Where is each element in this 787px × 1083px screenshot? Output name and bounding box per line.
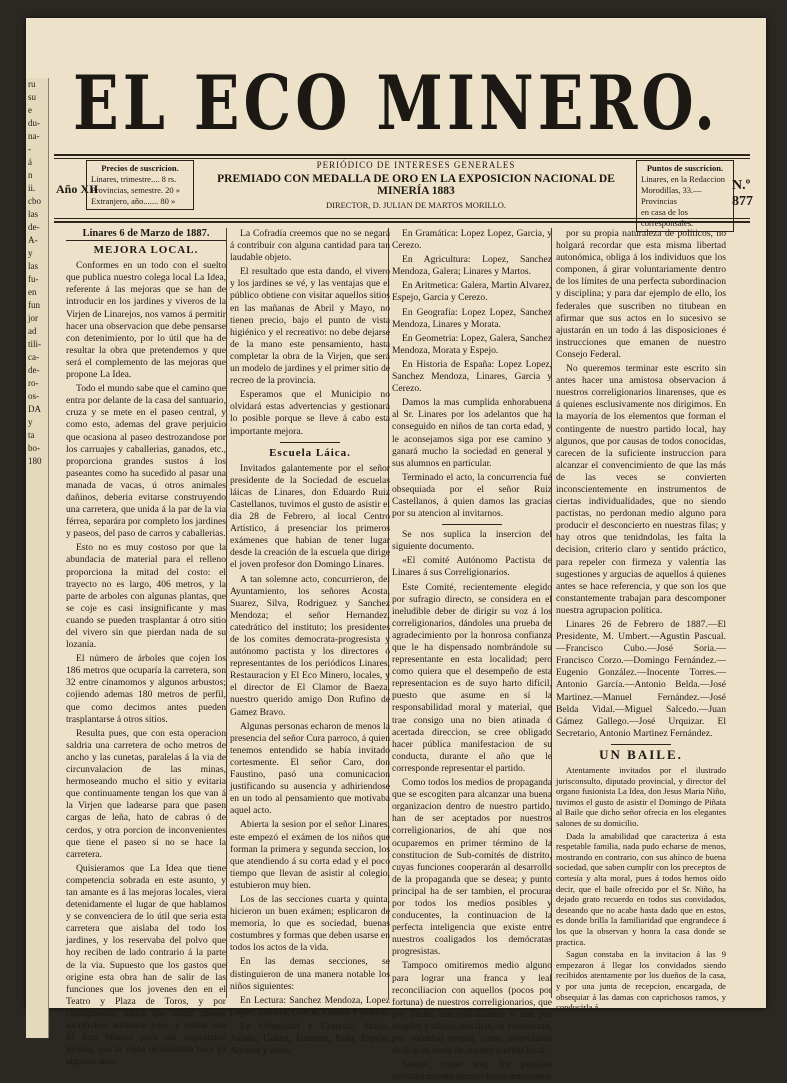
paragraph: La Cofradía creemos que no se negará á contribuir con alguna cantidad para tan laudable objeto. xyxy=(230,228,390,264)
margin-fragment: las xyxy=(28,209,38,219)
paragraph: por su propia naturaleza de políticos, no holgará recordar que esta misma libertad autonómica, obliga á los individuos que los componen, á girar voluntariamente dentro de los límites de una perfecta subordinacion y disciplina; y para dar ejemplo de ello, los federales que suscriben no titubean en afirmar que sus actos en lo sucesivo se ajustarán en un todo á las disposiciones é instrucciones que emanen de nuestro Consejo Federal. xyxy=(556,228,726,360)
margin-fragment: n xyxy=(28,170,33,180)
article-body xyxy=(556,228,726,740)
margin-fragment: ad xyxy=(28,326,37,336)
paragraph: Invitados galantemente por el señor presidente de la Sociedad de escuelas láicas de Linares, don Eduardo Ruiz Castellanos, tuvimos el gusto de asistir el dia 28 de Febrero, al local Centro Artístico, á presenciar los primeros exámenes que habian de tener lugar desde la creación de la escuela que dirige el joven profesor don Domingo Linares. xyxy=(230,462,390,571)
article-body xyxy=(392,228,552,520)
article-title: Escuela Láica. xyxy=(269,446,351,459)
article-title: UN BAILE. xyxy=(599,746,683,762)
paragraph: Sagun constaba en la invitacion á las 9 empezaron á llegar los convidados siendo recibidos atentamente por los dueños de la casa, y por una junta de recepcion, encargada, de obsequiar á las damas con caprichosos ramos, y conducirla á xyxy=(556,949,726,1013)
paragraph: Quisieramos que La Idea que tiene competencia sobrada en este asunto, y tan amante es á las mejoras locales, viera detenidamente el lugar de que hablamos y se convenciera de lo útil que seria esta carretera que aislaba del todo los jardines, y los reservaba del polvo que hoy reciben de lado contrario á la parte de la via. Supuesto que los gastos que origine esta obra han de salir de las funciones que los jovenes den en el Teatro y Plaza de Toros, y por consiguiente, habrá que hacer menos sacrificios; animarse pues, y contar con El Eco Minero para tan importante mejora, que la viene reclamando hace ya algunos años. xyxy=(66,862,226,1068)
margin-fragment: de- xyxy=(28,365,40,375)
margin-fragment: 180 xyxy=(28,456,42,466)
paragraph: Linares 26 de Febrero de 1887.—El Presidente, M. Umbert.—Agustin Pascual.—Francisco Cubo.—José Soria.—Francisco Corzo.—Domingo Fernández.—Eugenio González.—Inocente Torres.—Antonio García.—Antonio Belda.—José Martinez.—Manuel Fernández.—José Belda Vidal.—Miguel Salcedo.—Juan Gámez Gallego.—José Urquizar. El Secretario, Antonio Martinez Fernández. xyxy=(556,619,726,739)
paragraph: En Gramática: Lopez Lopez, Garcia, y Cerezo. xyxy=(392,228,552,252)
paragraph: Resulta pues, que con esta operacion saldria una carretera de ocho metros de ancho y las cunetas, paralelas á la via de circunvalacion de las minas, hermoseando mucho el sitio y evitaria que continuamente tengan los que van á la Virjen que ladearse para que pasen cargas de leña, hato de cabras ó de cerdos, y otra porcion de inconvenientes que tiene el paseo si no se hace la carretera. xyxy=(66,727,226,860)
margin-fragment: tili- xyxy=(28,339,41,349)
paragraph: Se nos suplica la insercion del siguiente documento. xyxy=(392,529,552,553)
subtitle: PERIÓDICO DE INTERESES GENERALES xyxy=(316,160,516,170)
header-rule xyxy=(54,218,750,223)
margin-fragment: e xyxy=(28,105,32,115)
article-body xyxy=(230,228,390,438)
separator xyxy=(280,442,340,443)
margin-fragment: cbo xyxy=(28,196,41,206)
paragraph: En Lectura: Sanchez Mendoza, Lopez Lopez, Linares, Garcia, Cerezo y Martos. xyxy=(230,994,390,1018)
point-line: Linares, en la Redaccion xyxy=(641,174,726,184)
paragraph: Siendo, como son, los partidos verdaderamente democráticos autónomos xyxy=(392,1059,552,1083)
margin-fragment: DA xyxy=(28,404,41,414)
paragraph: En Aritmetica: Galera, Martin Alvarez, Espejo, Garcia y Cerezo. xyxy=(392,280,552,304)
paragraph: No queremos terminar este escrito sin antes hacer una amistosa observacion á nuestros correligionarios linarenses, que es á quienes esclusivamente nos dirigimos. En la mayoría de los elementos que forman el contingente de nuestro partido local, hay algunos, que por causas de todos conocidas, carecen de la suficiente instruccion para alcanzar el convencimiento de que las más de las veces se convierten inconscientemente en instrumentos de ciertas individualidades, que no siendo pactistas, no perdonan medio alguno para producir el desconcierto en nuestras filas; y hay otros que tenidndolas, les falta la decision, criterio claro y sentido práctico, para repeler con firmeza y valentía las sugestiones y argucias de aquellos á quienes antes se hace referencia, y que son los que constantemente trabajan para descomponer nuestra agrupacion política. xyxy=(556,363,726,616)
paragraph: En Geometria: Lopez, Galera, Sanchez Mendoza, Morata y Espejo. xyxy=(392,332,552,356)
margin-fragment: na- xyxy=(28,131,40,141)
margin-fragment: ru xyxy=(28,79,36,89)
paragraph: Tampoco omitiremos medio alguno para lograr una franca y leal reconciliacion con aquellos (pocos por fortuna) de nuestros correligionarios, que por fútiles susceptibilidades y aun por simples y añejas rencillas, se encuentran, por voluntad propia, como divorciados de la gran masa de nuestro partido local. xyxy=(392,960,552,1057)
article-body xyxy=(392,529,552,1083)
paragraph: Abierta la sesion por el señor Linares, este empezó el exámen de los niños que forman la primera y segunda seccion, los que atendiendo á su corta edad y el poco tiempo que llevan de asistir al colegio, estubieron muy bien. xyxy=(230,819,390,891)
director-line: DIRECTOR, D. JULIAN DE MARTOS MORILLO. xyxy=(325,200,507,210)
paragraph: Terminado el acto, la concurrencia fué obsequiada por el señor Ruiz Castellanos, á quien damos las gracias por su atencion al invitarnos. xyxy=(392,471,552,520)
paragraph: El número de árboles que cojen los 186 metros que ocuparía la carretera, son 32 entre cinamomos y algunos arbustos; cojiendo ademas 180 metros de perfil, que como decimos antes pueden trasplantarse á otros sitios. xyxy=(66,653,226,725)
column-rule xyxy=(226,228,227,998)
column-4 xyxy=(556,228,726,1013)
margin-fragment: os- xyxy=(28,391,39,401)
margin-fragment: A- xyxy=(28,235,38,245)
paragraph: En Agricultura: Lopez, Sanchez Mendoza, Galera; Linares y Martos. xyxy=(392,254,552,278)
paragraph: El resultado que esta dando, el vivero y los jardines se vé, y las ventajas que el público obtiene con visitar aquellos sitios en las mañanas de Abril y Mayo, no tienen precio, bajo el punto de vista higiénico y el recreativo: no debe dejarse de la mano este pensamiento, hasta completar la obra de la Virjen, que será un modelo de jardines y el primer sitio de recreo de la provincia. xyxy=(230,266,390,387)
margin-fragment: su xyxy=(28,92,37,102)
margin-fragment: en xyxy=(28,287,37,297)
paragraph: En Geografía: Lopez Lopez, Sanchez Mendoza, Linares y Morata. xyxy=(392,306,552,330)
paragraph: Atentamente invitados por el ilustrado jurisconsulto, diputado provincial, y director del organo fusionista La Idea, don Jesus Maria Niño, tuvimos el gusto de asistir el Domingo de Piñata al Baile que dicho señor ofrecia en los elegantes salones de su domicilio. xyxy=(556,765,726,828)
margin-fragment: ii. xyxy=(28,183,36,193)
margin-fragment: ca- xyxy=(28,352,39,362)
issue-number: N.º 877 xyxy=(732,178,753,209)
article-title: MEJORA LOCAL. xyxy=(93,244,199,257)
price-line: Extranjero, año....... 80 » xyxy=(91,196,176,206)
column-2 xyxy=(230,228,390,1057)
dateline: Linares 6 de Marzo de 1887. xyxy=(66,228,226,241)
margin-fragment: bo- xyxy=(28,443,40,453)
masthead-rule xyxy=(54,154,750,159)
article-body xyxy=(66,260,226,1068)
margin-fragment: du- xyxy=(28,118,40,128)
column-3 xyxy=(392,228,552,1083)
prices-title: Precios de suscricion. xyxy=(101,163,179,173)
article-body xyxy=(230,463,390,1058)
info-bar xyxy=(56,160,753,228)
margin-fragment: de- xyxy=(28,222,40,232)
margin-fragment: - xyxy=(28,144,31,154)
margin-fragment: á xyxy=(28,157,32,167)
margin-fragment: y xyxy=(28,417,33,427)
point-line: Morodillas, 33.—Provincias xyxy=(641,185,702,206)
header-center xyxy=(196,160,636,210)
adjacent-page-margin xyxy=(26,78,49,1038)
paragraph: A tan solemne acto, concurrieron, del Ayuntamiento, los señores Acosta, Suarez, Silva, Rodriguez y Sanchez Mendoza; el señor Hernandez, catedrático del instituto; los presidentes de los comites democrata-progresista y autónomo pactista y los directores ó representantes de los periódicos Linares, Restauracion y El Eco Minero, locales, y el director de El Clamor de Baeza, nuestro querido amigo Don Rufino de Gamez Bravo. xyxy=(230,573,390,718)
margin-fragment: y xyxy=(28,248,33,258)
paragraph: «El comité Autónomo Pactista de Linares á sus Correligionarios. xyxy=(392,555,552,579)
article-body xyxy=(556,765,726,1013)
separator xyxy=(442,524,502,525)
point-line: en casa de los corresponsales. xyxy=(641,207,694,228)
paragraph: En Historia de España: Lopez Lopez, Sanchez Mendoza, Linares, Garcia y Cerezo. xyxy=(392,358,552,395)
points-title: Puntos de suscricion. xyxy=(646,163,724,173)
paragraph: En Urbanidad y Cortesía: Marin, Jurado, Galera, Granero, Peña, Espejo, Alvarez y otros. xyxy=(230,1020,390,1057)
margin-fragment: las xyxy=(28,261,38,271)
paragraph: Conformes en un todo con el suelto que publica nuestro colega local La Idea, referente á las mejoras que se han de introducir en los jardines y viveros de la Virjen de Linarejos, nos vamos á permitir hacer una observacion que debe pensarse con detenimiento, por lo útil que ha de resultar la obra que pretendemos y que será el complemento de las mejoras que propone La Idea. xyxy=(66,260,226,381)
paragraph: Todo el mundo sabe que el camino que entra por delante de la casa del santuario, cruza y se mete en el paseo central, y como esto, ademas del grave perjuicio que ocasiona al paseo destrozandose por los carruajes y caballerias, ganados, etc., proporciona grandes sustos á los paseantes como ha sucedido al pasar una manada de vacas, ú otros animales dañinos, deberia evitarse construyendo una carretera, que unida á la par de la via férrea, separára por completo los jardines y paseos, del paso de carros y caballerias. xyxy=(66,383,226,540)
margin-fragment: ta xyxy=(28,430,35,440)
separator xyxy=(611,744,671,745)
margin-fragment: fu- xyxy=(28,274,39,284)
margin-fragment: ro- xyxy=(28,378,39,388)
paragraph: Esperamos que el Municipio no olvidará estas advertencias y gestionará lo posible porque se lleve á cabo esta importante mejora. xyxy=(230,389,390,437)
paragraph: Los de las secciones cuarta y quinta, hicieron un buen exámen; esplicaron de memoria, lo que es sociedad, buenas costumbres y formas que deben usarse en todos los actos de la vida. xyxy=(230,893,390,954)
subscription-prices xyxy=(86,160,194,210)
paragraph: Damos la mas cumplida enhorabuena al Sr. Linares por los adelantos que ha conseguido en niños de tan corta edad, y le aconsejamos siga por ese camino y ganará mucho la sociedad en general y sus alumnos en particular. xyxy=(392,397,552,469)
margin-fragment: jor xyxy=(28,313,38,323)
paragraph: Algunas personas echaron de menos la presencia del señor Cura parroco, á quien tenemos entendido se había invitado cortesmente. El señor Caro, don Faustino, pasó una comunicacion justificando su ausencia y adhiriendose en un todo al pensamiento que motivaba aquel acto. xyxy=(230,720,390,817)
paragraph: Esto no es muy costoso por que la abundacia de material para el relleno proporciona la mitad del costo: el trayecto no es largo, 406 metros, y la parte de arboles con algunas plantas, que se coje es casi insignificante y mas cuando se pueden trasplantar á otro sitio del vivero sin que pierdan nada de su lozanía. xyxy=(66,542,226,651)
price-line: Linares, trimestre.... 8 rs. xyxy=(91,174,177,184)
masthead: EL ECO MINERO. xyxy=(72,60,719,148)
paragraph: Este Comité, recientemente elegido por sufragio directo, se considera en el ineludible deber de dirigir su voz á los correligionarios, dándoles una prueba de agradecimiento por la honrosa confianza que le ha dispensado nombrándole su representante en esta localidad; pero como quiera que el desempeño de esta representacion es de suyo harto difícil, puesto que asume en sí la responsabilidad moral y material, que trae consigo una no bien atinada ó acertada direccion, se cree obligado hacer pública manifestacion de su conducta, durante el año que le corresponde representar el partido. xyxy=(392,581,552,774)
column-1 xyxy=(66,228,226,1068)
price-line: Provincias, semestre. 20 » xyxy=(91,185,180,195)
award-line: PREMIADO CON MEDALLA DE ORO EN LA EXPOSICION NACIONAL DE MINERÍA 1883 xyxy=(217,173,615,197)
year-label: Año XII xyxy=(56,182,99,196)
paragraph: En las demas secciones, se distinguieron de una manera notable los niños siguientes: xyxy=(230,956,390,992)
paragraph: Como todos los medios de propaganda que se escogiten para alcanzar una buena organizacion dentro de nuestro partido, han de ser aceptados por nuestros correligionarios, de ahí que nos ocuparemos en primer término de la constitucion de Sub-comités de distrito, cuyas funciones cooperarán al desarrollo de la propaganda que se desea; y punto principal ha de ser tambien, el procurar por todos los medios posibles y conducentes, la continuacion de la perfecta inteligencia que existe entre nuestros coaligados los demócratas progresistas. xyxy=(392,777,552,958)
newspaper-page xyxy=(26,18,766,1083)
paragraph: Dada la amabilidad que caracteriza á esta respetable familia, nada pudo echarse de menos, mostrando en contrario, con sus ahínco de buena sociedad, que saben cumplir con los preceptos de cortesía y alta moral, pues á todos hemos oído decir, que el baile ofrecido por el Sr. Niño, ha dejado grato recuerdo en todos sus convidados, deseando que no acabe hasta dado que en estos, es donde brilla la familiaridad que engrandece á los que la observan y honra la casa donde se practica. xyxy=(556,830,726,947)
margin-fragment: fun xyxy=(28,300,40,310)
